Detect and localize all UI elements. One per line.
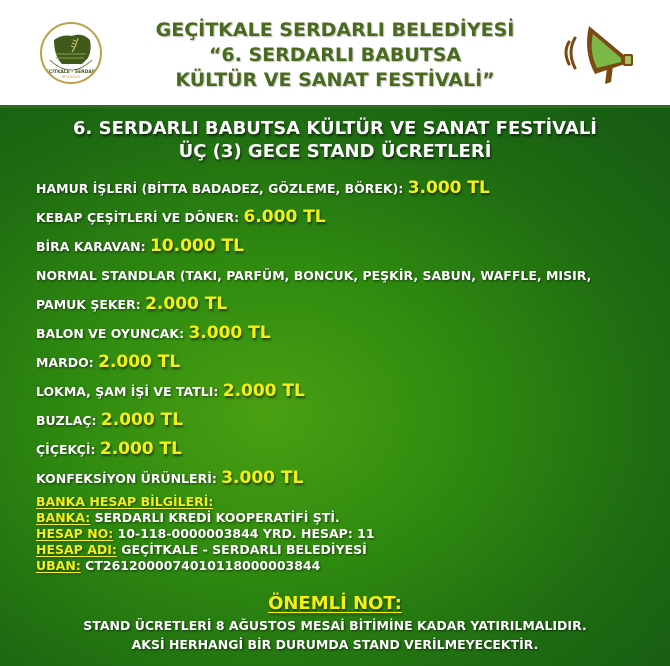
main-title	[0, 117, 670, 163]
bank-label: HESAP NO:	[36, 526, 114, 541]
price-row	[36, 174, 656, 203]
svg-text:BELEDİYESİ: BELEDİYESİ	[61, 75, 81, 79]
bank-value: 10-118-0000003844 YRD. HESAP: 11	[117, 526, 375, 541]
important-note	[0, 592, 670, 654]
price-label: BİRA KARAVAN:	[36, 239, 146, 254]
price-label: BUZLAÇ:	[36, 413, 97, 428]
price-label: LOKMA, ŞAM İŞİ VE TATLI:	[36, 384, 219, 399]
municipality-logo	[40, 22, 102, 84]
header-title-line: GEÇİTKALE SERDARLI BELEDİYESİ	[155, 19, 515, 41]
municipality-emblem-icon	[42, 24, 100, 82]
price-row	[36, 406, 656, 435]
price-value: 3.000 TL	[221, 468, 304, 488]
price-row	[36, 319, 656, 348]
price-value: 2.000 TL	[99, 439, 182, 459]
price-list	[36, 174, 656, 493]
price-value: 2.000 TL	[100, 410, 184, 430]
price-row	[36, 203, 656, 232]
svg-text:GEÇİTKALE - SERDARLI: GEÇİTKALE - SERDARLI	[42, 70, 100, 75]
bank-row-iban	[36, 558, 636, 574]
bank-value: CT2612000074010118000003844	[85, 558, 321, 573]
price-label: KEBAP ÇEŞİTLERİ VE DÖNER:	[36, 210, 240, 225]
bank-row-account-no	[36, 526, 636, 542]
price-label: PAMUK ŞEKER:	[36, 297, 141, 312]
bank-label: BANKA:	[36, 510, 91, 525]
note-title: ÖNEMLİ NOT:	[268, 593, 402, 614]
price-label: KONFEKSİYON ÜRÜNLERİ:	[36, 471, 217, 486]
price-row	[36, 435, 656, 464]
price-label: BALON VE OYUNCAK:	[36, 326, 185, 341]
price-label: ÇİÇEKÇİ:	[36, 442, 96, 457]
price-value: 6.000 TL	[243, 207, 326, 227]
header-title	[130, 18, 540, 93]
bank-heading: BANKA HESAP BİLGİLERİ:	[36, 494, 214, 509]
price-value: 2.000 TL	[222, 381, 305, 401]
header-title-line: KÜLTÜR VE SANAT FESTİVALİ”	[175, 69, 495, 91]
bank-value: GEÇİTKALE - SERDARLI BELEDİYESİ	[121, 542, 367, 557]
header-title-line: “6. SERDARLI BABUTSA	[208, 44, 462, 66]
price-row	[36, 261, 656, 319]
price-row	[36, 348, 656, 377]
price-value: 3.000 TL	[407, 178, 490, 198]
main-title-line: 6. SERDARLI BABUTSA KÜLTÜR VE SANAT FESTİVALİ	[73, 118, 597, 139]
bank-row-bank	[36, 510, 636, 526]
main-panel	[0, 108, 670, 666]
price-row	[36, 464, 656, 493]
megaphone-icon	[555, 18, 645, 88]
price-label: MARDO:	[36, 355, 94, 370]
header	[0, 0, 670, 108]
note-line: AKSİ HERHANGİ BİR DURUMDA STAND VERİLMEYECEKTİR.	[131, 637, 539, 652]
price-label: NORMAL STANDLAR (TAKI, PARFÜM, BONCUK, PEŞKİR, SABUN, WAFFLE, MISIR,	[36, 268, 592, 283]
price-label: HAMUR İŞLERİ (BİTTA BADADEZ, GÖZLEME, BÖREK):	[36, 181, 404, 196]
price-row	[36, 377, 656, 406]
bank-row-account-name	[36, 542, 636, 558]
price-row	[36, 232, 656, 261]
price-value: 2.000 TL	[145, 294, 228, 314]
note-line: STAND ÜCRETLERİ 8 AĞUSTOS MESAİ BİTİMİNE KADAR YATIRILMALIDIR.	[83, 618, 587, 633]
main-title-line: ÜÇ (3) GECE STAND ÜCRETLERİ	[178, 141, 492, 162]
price-value: 10.000 TL	[149, 236, 244, 256]
bank-label: UBAN:	[36, 558, 81, 573]
bank-info	[36, 494, 636, 574]
bank-label: HESAP ADI:	[36, 542, 117, 557]
bank-value: SERDARLI KREDİ KOOPERATİFİ ŞTİ.	[94, 510, 340, 525]
price-value: 3.000 TL	[188, 323, 271, 343]
price-value: 2.000 TL	[98, 352, 181, 372]
